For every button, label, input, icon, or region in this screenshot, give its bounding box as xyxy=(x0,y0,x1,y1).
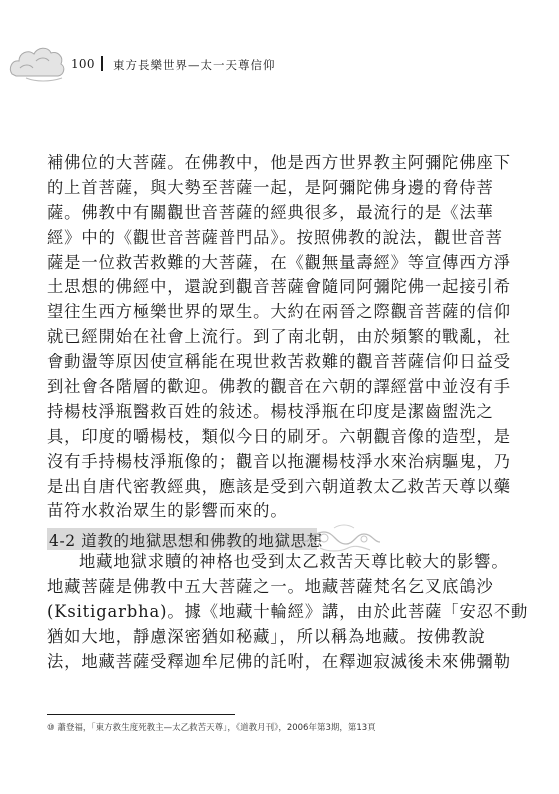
body-line: 是出自唐代密教經典，應該是受到六朝道教太乙救苦天尊以藥 xyxy=(47,476,511,496)
body-line: 苗符水救治眾生的影響而來的。 xyxy=(47,501,288,521)
section-paragraph xyxy=(47,550,529,674)
body-line: 望往生西方極樂世界的眾生。大約在兩晉之際觀音菩薩的信仰 xyxy=(47,302,511,322)
body-line: 地藏地獄求贖的神格也受到太乙救苦天尊比較大的影響。 xyxy=(79,552,509,571)
page-header xyxy=(0,28,559,98)
cloud-ornament-icon xyxy=(6,34,68,84)
running-title: 東方長樂世界—太一天尊信仰 xyxy=(113,58,276,72)
header-divider xyxy=(101,56,103,71)
body-paragraph xyxy=(47,151,509,524)
body-line: 經》中的《觀世音菩薩普門品》。按照佛教的說法，觀世音菩 xyxy=(47,227,503,247)
body-line: 會動盪等原因使宣稱能在現世救苦救難的觀音菩薩信仰日益受 xyxy=(47,352,511,372)
page-number: 100 xyxy=(71,57,95,71)
body-line: 薩。佛教中有關觀世音菩薩的經典很多，最流行的是《法華 xyxy=(47,202,494,222)
body-line: 土思想的佛經中，還說到觀音菩薩會隨同阿彌陀佛一起接引希 xyxy=(47,277,511,297)
body-line: 法，地藏菩薩受釋迦牟尼佛的託咐，在釋迦寂滅後未來佛彌勒 xyxy=(47,651,511,671)
section-heading-text: 4-2 道教的地獄思想和佛教的地獄思想 xyxy=(49,532,323,550)
body-line: 猶如大地，靜慮深密猶如秘藏」，所以稱為地藏。按佛教說 xyxy=(47,626,486,646)
footnote xyxy=(47,721,376,733)
body-line: 到社會各階層的歡迎。佛教的觀音在六朝的譯經當中並沒有手 xyxy=(47,377,511,397)
section-heading xyxy=(47,528,323,550)
body-line: 沒有手持楊枝淨瓶像的；觀音以拖灑楊枝淨水來治病驅鬼，乃 xyxy=(47,451,511,471)
body-line: 的上首菩薩，與大勢至菩薩一起，是阿彌陀佛身邊的脅侍菩 xyxy=(47,177,494,197)
footnote-text: 蕭登福，「東方救生度死教主—太乙救苦天尊」，《道教月刊》，2006年第3期，第13頁 xyxy=(57,723,376,733)
footnote-marker: ⑩ xyxy=(47,723,55,733)
body-line: (Ksitigarbha)。據《地藏十輪經》講，由於此菩薩「安忍不動 xyxy=(47,601,529,621)
body-line: 地藏菩薩是佛教中五大菩薩之一。地藏菩薩梵名乞叉底鴿沙 xyxy=(47,576,494,596)
body-line: 具，印度的嚼楊枝，類似今日的刷牙。六朝觀音像的造型，是 xyxy=(47,426,511,446)
body-line: 持楊枝淨瓶醫救百姓的敍述。楊枝淨瓶在印度是潔齒盥洗之 xyxy=(47,401,494,421)
body-line: 就已經開始在社會上流行。到了南北朝，由於頻繁的戰亂，社 xyxy=(47,327,511,347)
body-line: 薩是一位救苦救難的大菩薩，在《觀無量壽經》等宣傳西方淨 xyxy=(47,252,511,272)
body-line: 補佛位的大菩薩。在佛教中，他是西方世界教主阿彌陀佛座下 xyxy=(47,153,511,172)
footnote-divider xyxy=(47,714,235,715)
